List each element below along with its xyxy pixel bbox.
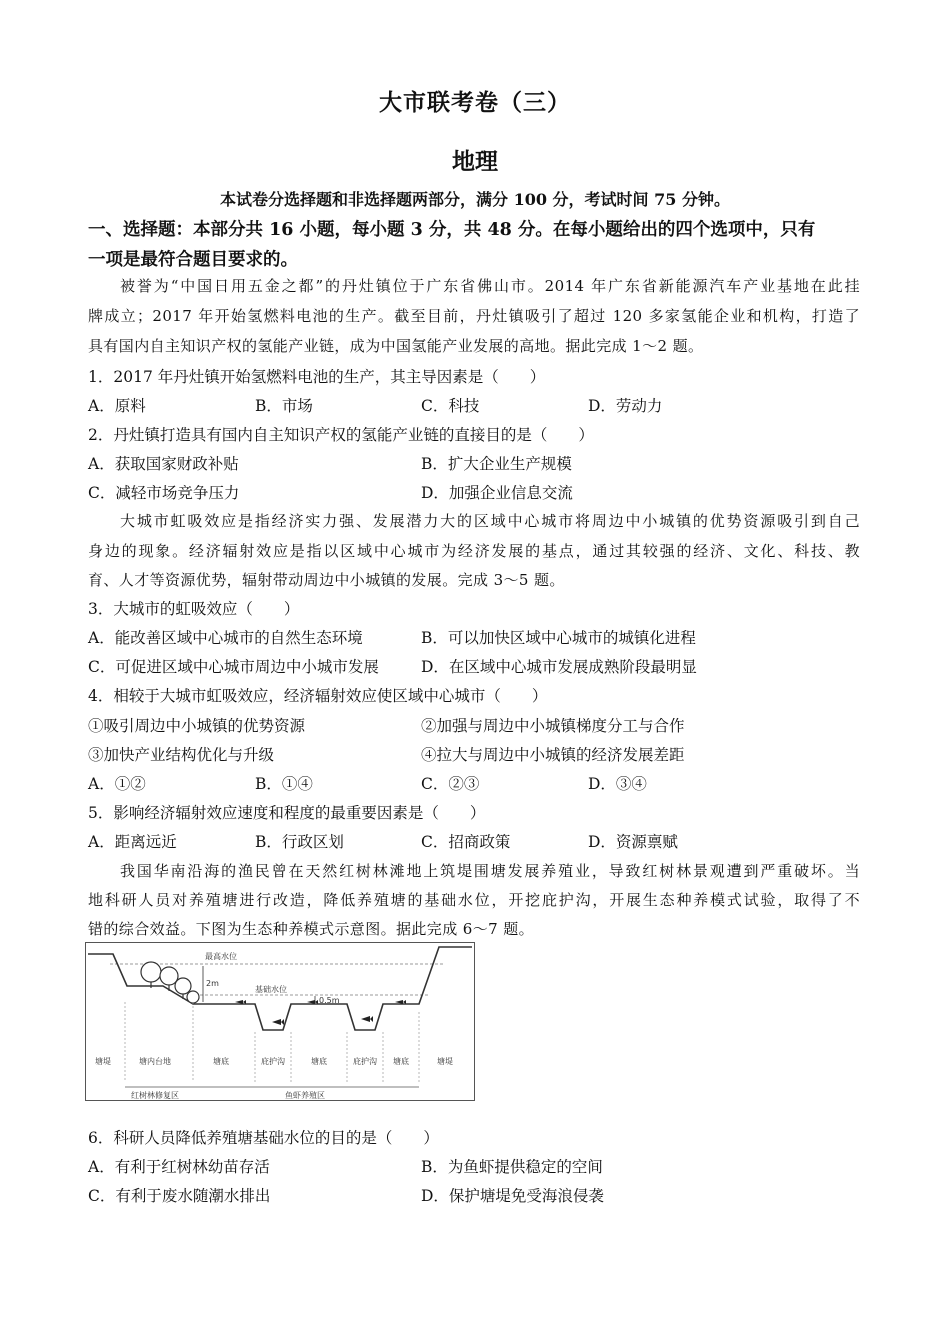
zone-label-platform: 塘内台地: [139, 1057, 171, 1066]
section-heading-line1: 一、选择题：本部分共 16 小题，每小题 3 分，共 48 分。在每小题给出的四个选项中，只有: [88, 220, 816, 240]
zone-label-bottom-3: 塘底: [393, 1057, 409, 1066]
section-heading-line2: 一项是最符合题目要求的。: [88, 250, 298, 270]
q3-option-c: C．可促进区域中心城市周边中小城市发展: [88, 658, 379, 676]
q4-item-4: ④拉大与周边中小城镇的经济发展差距: [421, 746, 685, 764]
max-level-label: 最高水位: [205, 952, 237, 961]
question-1-stem: 1．2017 年丹灶镇开始氢燃料电池的生产，其主导因素是（ ）: [88, 368, 546, 386]
q3-option-a: A．能改善区域中心城市的自然生态环境: [88, 629, 363, 647]
mangrove-area-label: 红树林修复区: [131, 1091, 179, 1100]
q6-option-d: D．保护塘堤免受海浪侵袭: [421, 1187, 604, 1205]
subject-title: 地理: [452, 148, 498, 175]
q5-option-a: A．距离远近: [88, 833, 177, 851]
mangrove-trees-icon: [141, 962, 199, 1003]
exam-title: 大市联考卷（三）: [379, 89, 571, 116]
q6-option-c: C．有利于废水随潮水排出: [88, 1187, 271, 1205]
q1-option-b: B．市场: [255, 397, 313, 415]
question-4-stem: 4．相较于大城市虹吸效应，经济辐射效应使区域中心城市（ ）: [88, 687, 548, 705]
passage1-line3: 具有国内自主知识产权的氢能产业链，成为中国氢能产业发展的高地。据此完成 1～2 题。: [88, 337, 704, 355]
q5-option-c: C．招商政策: [421, 833, 511, 851]
q2-option-c: C．减轻市场竞争压力: [88, 484, 240, 502]
question-3-stem: 3．大城市的虹吸效应（ ）: [88, 600, 300, 618]
q1-option-d: D．劳动力: [588, 397, 663, 415]
q5-option-d: D．资源禀赋: [588, 833, 678, 851]
q1-option-c: C．科技: [421, 397, 480, 415]
zone-label-bottom-1: 塘底: [213, 1057, 229, 1066]
q4-option-b: B．①④: [255, 775, 313, 793]
zone-label-dike-right: 塘堤: [437, 1057, 453, 1066]
q2-option-d: D．加强企业信息交流: [421, 484, 573, 502]
exam-instructions: 本试卷分选择题和非选择题两部分，满分 100 分，考试时间 75 分钟。: [220, 190, 730, 209]
q6-option-a: A．有利于红树林幼苗存活: [88, 1158, 270, 1176]
base-level-label: 基础水位: [255, 985, 287, 994]
q4-item-1: ①吸引周边中小城镇的优势资源: [88, 717, 306, 735]
q4-item-3: ③加快产业结构优化与升级: [88, 746, 275, 764]
fish-area-label: 鱼虾养殖区: [285, 1091, 325, 1100]
zone-separators: [125, 1002, 419, 1082]
q2-option-b: B．扩大企业生产规模: [421, 455, 572, 473]
eco-farming-diagram: [85, 942, 475, 1107]
q5-option-b: B．行政区划: [255, 833, 344, 851]
q1-option-a: A．原料: [88, 397, 146, 415]
depth-05m-label: 0.5m: [319, 996, 340, 1005]
passage2-line2: 身边的现象。经济辐射效应是指以区域中心城市为经济发展的基点，通过其较强的经济、文化、科技、教: [88, 542, 860, 560]
passage1-line1: 被誉为“中国日用五金之都”的丹灶镇位于广东省佛山市。2014 年广东省新能源汽车产业基地在此挂: [120, 277, 860, 295]
passage3-line1: 我国华南沿海的渔民曾在天然红树林滩地上筑堤围塘发展养殖业，导致红树林景观遭到严重破坏。当: [120, 862, 860, 880]
passage3-line3: 错的综合效益。下图为生态种养模式示意图。据此完成 6～7 题。: [88, 920, 535, 938]
zone-label-ditch-2: 庇护沟: [353, 1057, 377, 1066]
q3-option-b: B．可以加快区域中心城市的城镇化进程: [421, 629, 696, 647]
passage3-line2: 地科研人员对养殖塘进行改造，降低养殖塘的基础水位，开挖庇护沟，开展生态种养模式试验，取得了不: [88, 891, 860, 909]
q4-option-d: D．③④: [588, 775, 647, 793]
question-6-stem: 6．科研人员降低养殖塘基础水位的目的是（ ）: [88, 1129, 439, 1147]
depth-2m-label: 2m: [206, 979, 219, 988]
question-2-stem: 2．丹灶镇打造具有国内自主知识产权的氢能产业链的直接目的是（ ）: [88, 426, 594, 444]
passage2-line1: 大城市虹吸效应是指经济实力强、发展潜力大的区域中心城市将周边中小城镇的优势资源吸引到自己: [120, 512, 860, 530]
q4-option-c: C．②③: [421, 775, 480, 793]
q4-item-2: ②加强与周边中小城镇梯度分工与合作: [421, 717, 685, 735]
passage2-line3: 育、人才等资源优势，辐射带动周边中小城镇的发展。完成 3～5 题。: [88, 571, 565, 589]
question-5-stem: 5．影响经济辐射效应速度和程度的最重要因素是（ ）: [88, 804, 486, 822]
zone-label-bottom-2: 塘底: [311, 1057, 327, 1066]
passage1-line2: 牌成立；2017 年开始氢燃料电池的生产。截至目前，丹灶镇吸引了超过 120 多家氢能企业和机构，打造了: [88, 307, 860, 325]
zone-label-dike-left: 塘堤: [95, 1057, 111, 1066]
q4-option-a: A．①②: [88, 775, 146, 793]
zone-label-ditch-1: 庇护沟: [261, 1057, 285, 1066]
q3-option-d: D．在区域中心城市发展成熟阶段最明显: [421, 658, 697, 676]
q2-option-a: A．获取国家财政补贴: [88, 455, 239, 473]
q6-option-b: B．为鱼虾提供稳定的空间: [421, 1158, 603, 1176]
